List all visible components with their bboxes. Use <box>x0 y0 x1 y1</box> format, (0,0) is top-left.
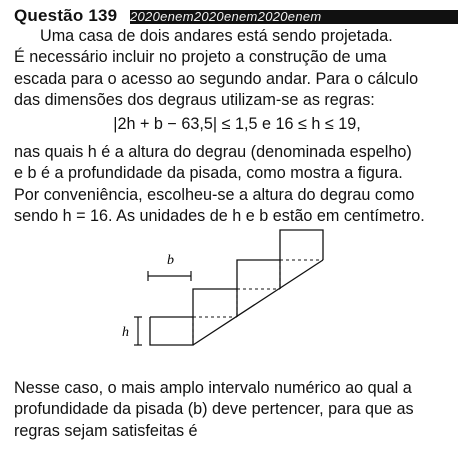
question-line-3: regras sejam satisfeitas é <box>14 421 198 440</box>
formula <box>14 114 460 135</box>
intro-line-2: É necessário incluir no projeto a construção de uma <box>14 48 387 67</box>
b-label: b <box>167 253 174 268</box>
b-dimension-marker <box>148 271 191 281</box>
formula-text: |2h + b − 63,5| ≤ 1,5 e 16 ≤ h ≤ 19, <box>113 115 361 133</box>
intro-line-3: escada para o acesso ao segundo andar. Para o cálculo <box>14 69 419 88</box>
intro-line-1: Uma casa de dois andares está sendo projetada. <box>40 27 393 45</box>
step-1 <box>150 317 193 345</box>
question-header <box>14 5 117 27</box>
definition-line-2: e b é a profundidade da pisada, como mostra a figura. <box>14 164 403 183</box>
definition-line-1: nas quais h é a altura do degrau (denominada espelho) <box>14 143 412 161</box>
h-dimension-marker <box>134 317 142 345</box>
question-paragraph <box>14 378 460 442</box>
definition-paragraph <box>14 142 460 228</box>
stringer-line <box>193 260 323 345</box>
enem-banner-text: 2020enem2020enem2020enem <box>130 10 322 24</box>
enem-banner <box>130 10 458 24</box>
step-4 <box>280 230 323 260</box>
step-3 <box>237 260 280 289</box>
intro-line-4: das dimensões dos degraus utilizam-se as regras: <box>14 91 375 110</box>
h-label: h <box>122 325 129 340</box>
intro-paragraph <box>14 26 460 112</box>
staircase-diagram <box>120 222 340 352</box>
question-number: Questão 139 <box>14 6 118 25</box>
definition-line-4: sendo h = 16. As unidades de h e b estão em centímetro. <box>14 207 425 226</box>
question-line-2: profundidade da pisada (b) deve pertencer, para que as <box>14 400 414 419</box>
question-line-1: Nesse caso, o mais amplo intervalo numérico ao qual a <box>14 379 412 397</box>
step-2 <box>193 289 237 317</box>
definition-line-3: Por conveniência, escolheu-se a altura do degrau como <box>14 185 415 204</box>
staircase-figure <box>120 222 340 357</box>
